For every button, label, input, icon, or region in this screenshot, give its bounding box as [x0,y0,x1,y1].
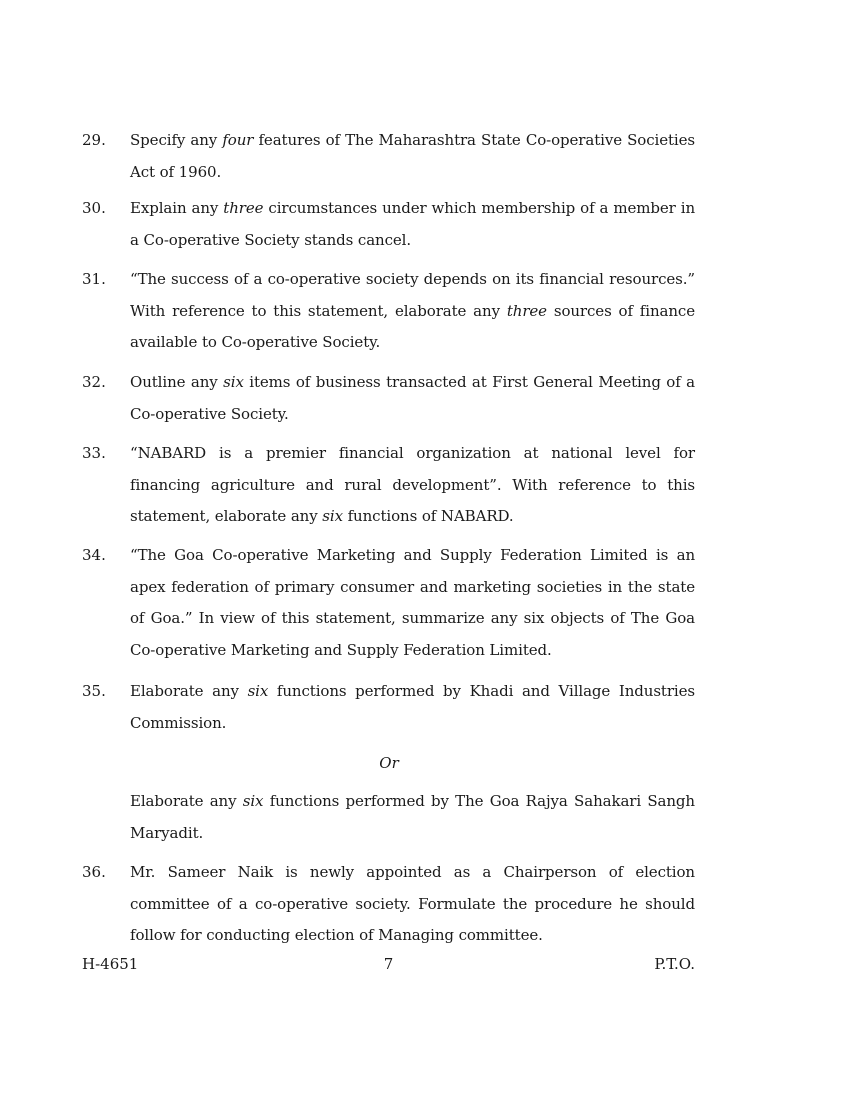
question-text [130,540,695,666]
emphasis-text: six [247,682,269,700]
text-run: “NABARD is a premier financial organization at national level for financing agriculture and rural development”. With reference to this statement, elaborate any [130,444,695,525]
question-text [130,125,695,188]
question-text [130,438,695,533]
emphasis-text: three [223,199,264,217]
question-text [130,786,695,849]
question-33 [82,438,695,533]
question-text [130,676,695,739]
question-number: 31. [82,270,106,288]
text-run: items of business transacted at First General Meeting of a Co-operative Society. [130,373,695,423]
emphasis-text: six [322,507,343,525]
question-35-alternative [82,786,695,849]
question-text [130,857,695,952]
question-number: 36. [82,863,106,881]
question-32 [82,367,695,430]
text-run: “The Goa Co-operative Marketing and Supply Federation Limited is an apex federation of primary consumer and marketing societies in the state of Goa.” In view of this statement, summarize any six objects of The Goa Co-operative Marketing and Supply Federation Limited. [130,546,695,659]
text-run: functions performed by Khadi and Village Industries Commission. [130,682,695,732]
question-text [130,264,695,359]
text-run: Elaborate any [130,682,248,700]
or-separator: Or [379,754,399,772]
paper-code: H-4651 [82,955,139,973]
text-run: “The success of a co-operative society depends on its financial resources.” With reference to this statement, elaborate any [130,270,695,320]
question-number: 29. [82,131,106,149]
question-number: 30. [82,199,106,217]
question-number: 32. [82,373,106,391]
emphasis-text: three [506,301,547,320]
emphasis-text: six [242,792,264,810]
text-run: Explain any [130,199,224,217]
question-34 [82,540,695,666]
question-29 [82,125,695,188]
text-run: Specify any [130,131,223,149]
text-run: sources of finance available to Co-operative Society. [130,301,695,351]
question-number: 33. [82,444,106,462]
text-run: functions of NABARD. [342,507,514,525]
text-run: Elaborate any [130,792,243,810]
text-run: Outline any [130,373,224,391]
text-run: circumstances under which membership of a member in a Co-operative Society stands cancel. [130,199,696,249]
text-run: Mr. Sameer Naik is newly appointed as a Chairperson of election committee of a co-operative society. Formulate the procedure he should follow for conducting election of Managing committee. [130,863,695,944]
question-31 [82,264,695,359]
page-number: 7 [383,955,394,973]
emphasis-text: four [222,131,254,149]
question-text [130,367,695,430]
text-run: features of The Maharashtra State Co-operative Societies Act of 1960. [130,131,695,181]
pto-label: P.T.O. [654,955,695,973]
question-text [130,193,695,256]
emphasis-text: six [223,373,244,391]
question-36 [82,857,695,952]
question-number: 35. [82,682,106,700]
question-number: 34. [82,546,106,564]
question-30 [82,193,695,256]
text-run: functions performed by The Goa Rajya Sahakari Sangh Maryadit. [130,792,695,842]
question-35 [82,676,695,739]
